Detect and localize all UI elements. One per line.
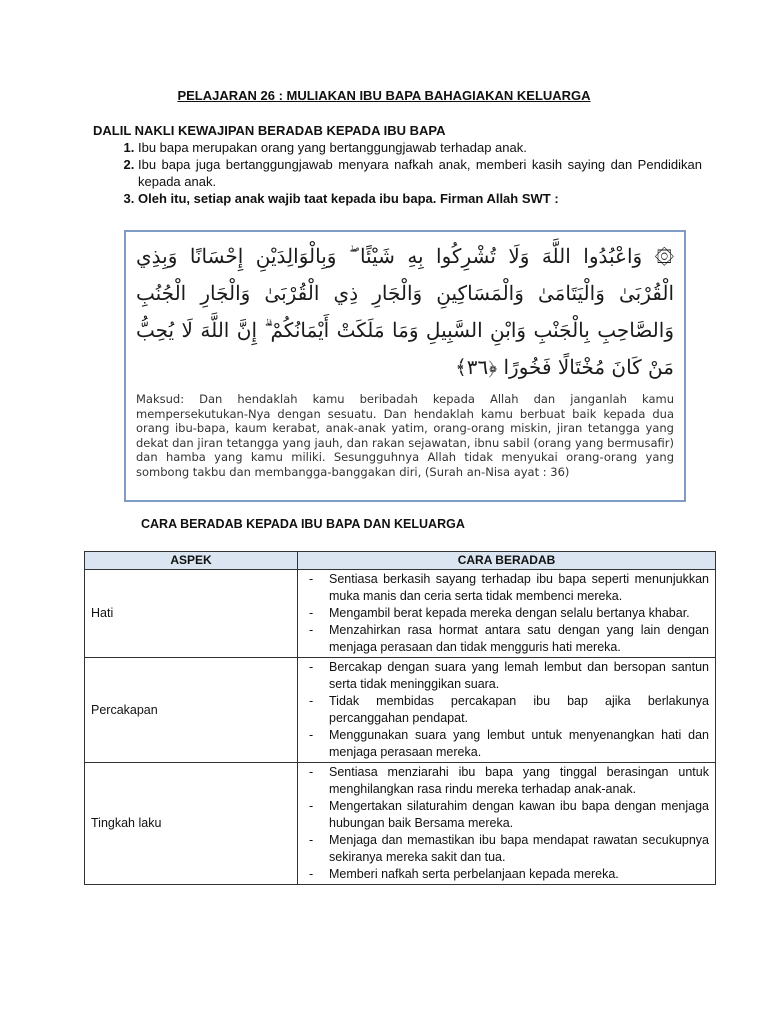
aspek-cell: Hati [85,570,298,658]
cara-beradab-table [84,551,716,885]
cara-cell [298,658,716,763]
cara-point: - Menzahirkan rasa hormat antara satu dengan yang lain dengan menjaga perasaan dan tidak mengguris hati mereka. [304,622,709,656]
aspek-cell: Percakapan [85,658,298,763]
dalil-item: 2. Ibu bapa juga bertanggungjawab menyara nafkah anak, memberi kasih saying dan Pendidikan kepada anak. [138,156,702,190]
cara-cell [298,570,716,658]
dalil-item: 3. Oleh itu, setiap anak wajib taat kepada ibu bapa. Firman Allah SWT : [138,190,702,207]
quran-verse-box [124,230,686,502]
cara-point: - Memberi nafkah serta perbelanjaan kepada mereka. [304,866,709,883]
lesson-title: PELAJARAN 26 : MULIAKAN IBU BAPA BAHAGIAKAN KELUARGA [177,88,591,103]
dalil-heading: DALIL NAKLI KEWAJIPAN BERADAB KEPADA IBU BAPA [93,123,446,138]
table-header-row [85,552,716,570]
cara-point: - Tidak membidas percakapan ibu bap ajika berlakunya percanggahan pendapat. [304,693,709,727]
cara-point: - Sentiasa berkasih sayang terhadap ibu bapa seperti menunjukkan muka manis dan ceria serta tidak membenci mereka. [304,571,709,605]
cara-point: - Bercakap dengan suara yang lemah lembut dan bersopan santun serta tidak meninggikan suara. [304,659,709,693]
verse-translation: Maksud: Dan hendaklah kamu beribadah kepada Allah dan janganlah kamu mempersekutukan-Nya dengan sesuatu. Dan hendaklah kamu berbuat baik kepada dua orang ibu-bapa, kaum kerabat, anak-anak yatim, orang-orang miskin, jiran tetangga yang dekat dan jiran tetangga yang jauh, dan rakan sejawatan, ibnu sabil (orang yang bermusafir) dan hamba yang kamu miliki. Sesungguhnya Allah tidak menyukai orang-orang yang sombong takbu dan membangga-banggakan diri, (Surah an-Nisa ayat : 36) [136,392,674,479]
table-row [85,763,716,885]
column-header-aspek: ASPEK [85,552,298,570]
table-row [85,658,716,763]
cara-point: - Sentiasa menziarahi ibu bapa yang tinggal berasingan untuk menghilangkan rasa rindu mereka terhadap anak-anak. [304,764,709,798]
cara-point: - Mengambil berat kepada mereka dengan selalu bertanya khabar. [304,605,709,622]
cara-cell [298,763,716,885]
column-header-cara: CARA BERADAB [298,552,716,570]
cara-heading: CARA BERADAB KEPADA IBU BAPA DAN KELUARGA [141,517,465,531]
cara-point: - Menggunakan suara yang lembut untuk menyenangkan hati dan menjaga perasaan mereka. [304,727,709,761]
dalil-item: 1. Ibu bapa merupakan orang yang bertanggungjawab terhadap anak. [138,139,702,156]
cara-point: - Menjaga dan memastikan ibu bapa mendapat rawatan secukupnya sekiranya mereka sakit dan tua. [304,832,709,866]
dalil-list [112,139,702,207]
cara-point: - Mengertakan silaturahim dengan kawan ibu bapa dengan menjaga hubungan baik Bersama mereka. [304,798,709,832]
aspek-cell: Tingkah laku [85,763,298,885]
arabic-verse: ۞ وَاعْبُدُوا اللَّهَ وَلَا تُشْرِكُوا بِهِ شَيْئًا ۖ وَبِالْوَالِدَيْنِ إِحْسَانًا وَبِذِي الْقُرْبَىٰ وَالْيَتَامَىٰ وَالْمَسَاكِينِ وَالْجَارِ ذِي الْقُرْبَىٰ وَالْجَارِ الْجُنُبِ وَالصَّاحِبِ بِالْجَنْبِ وَابْنِ السَّبِيلِ وَمَا مَلَكَتْ أَيْمَانُكُمْ ۗ إِنَّ اللَّهَ لَا يُحِبُّ مَنْ كَانَ مُخْتَالًا فَخُورًا ﴿٣٦﴾ [136,244,674,379]
table-row [85,570,716,658]
